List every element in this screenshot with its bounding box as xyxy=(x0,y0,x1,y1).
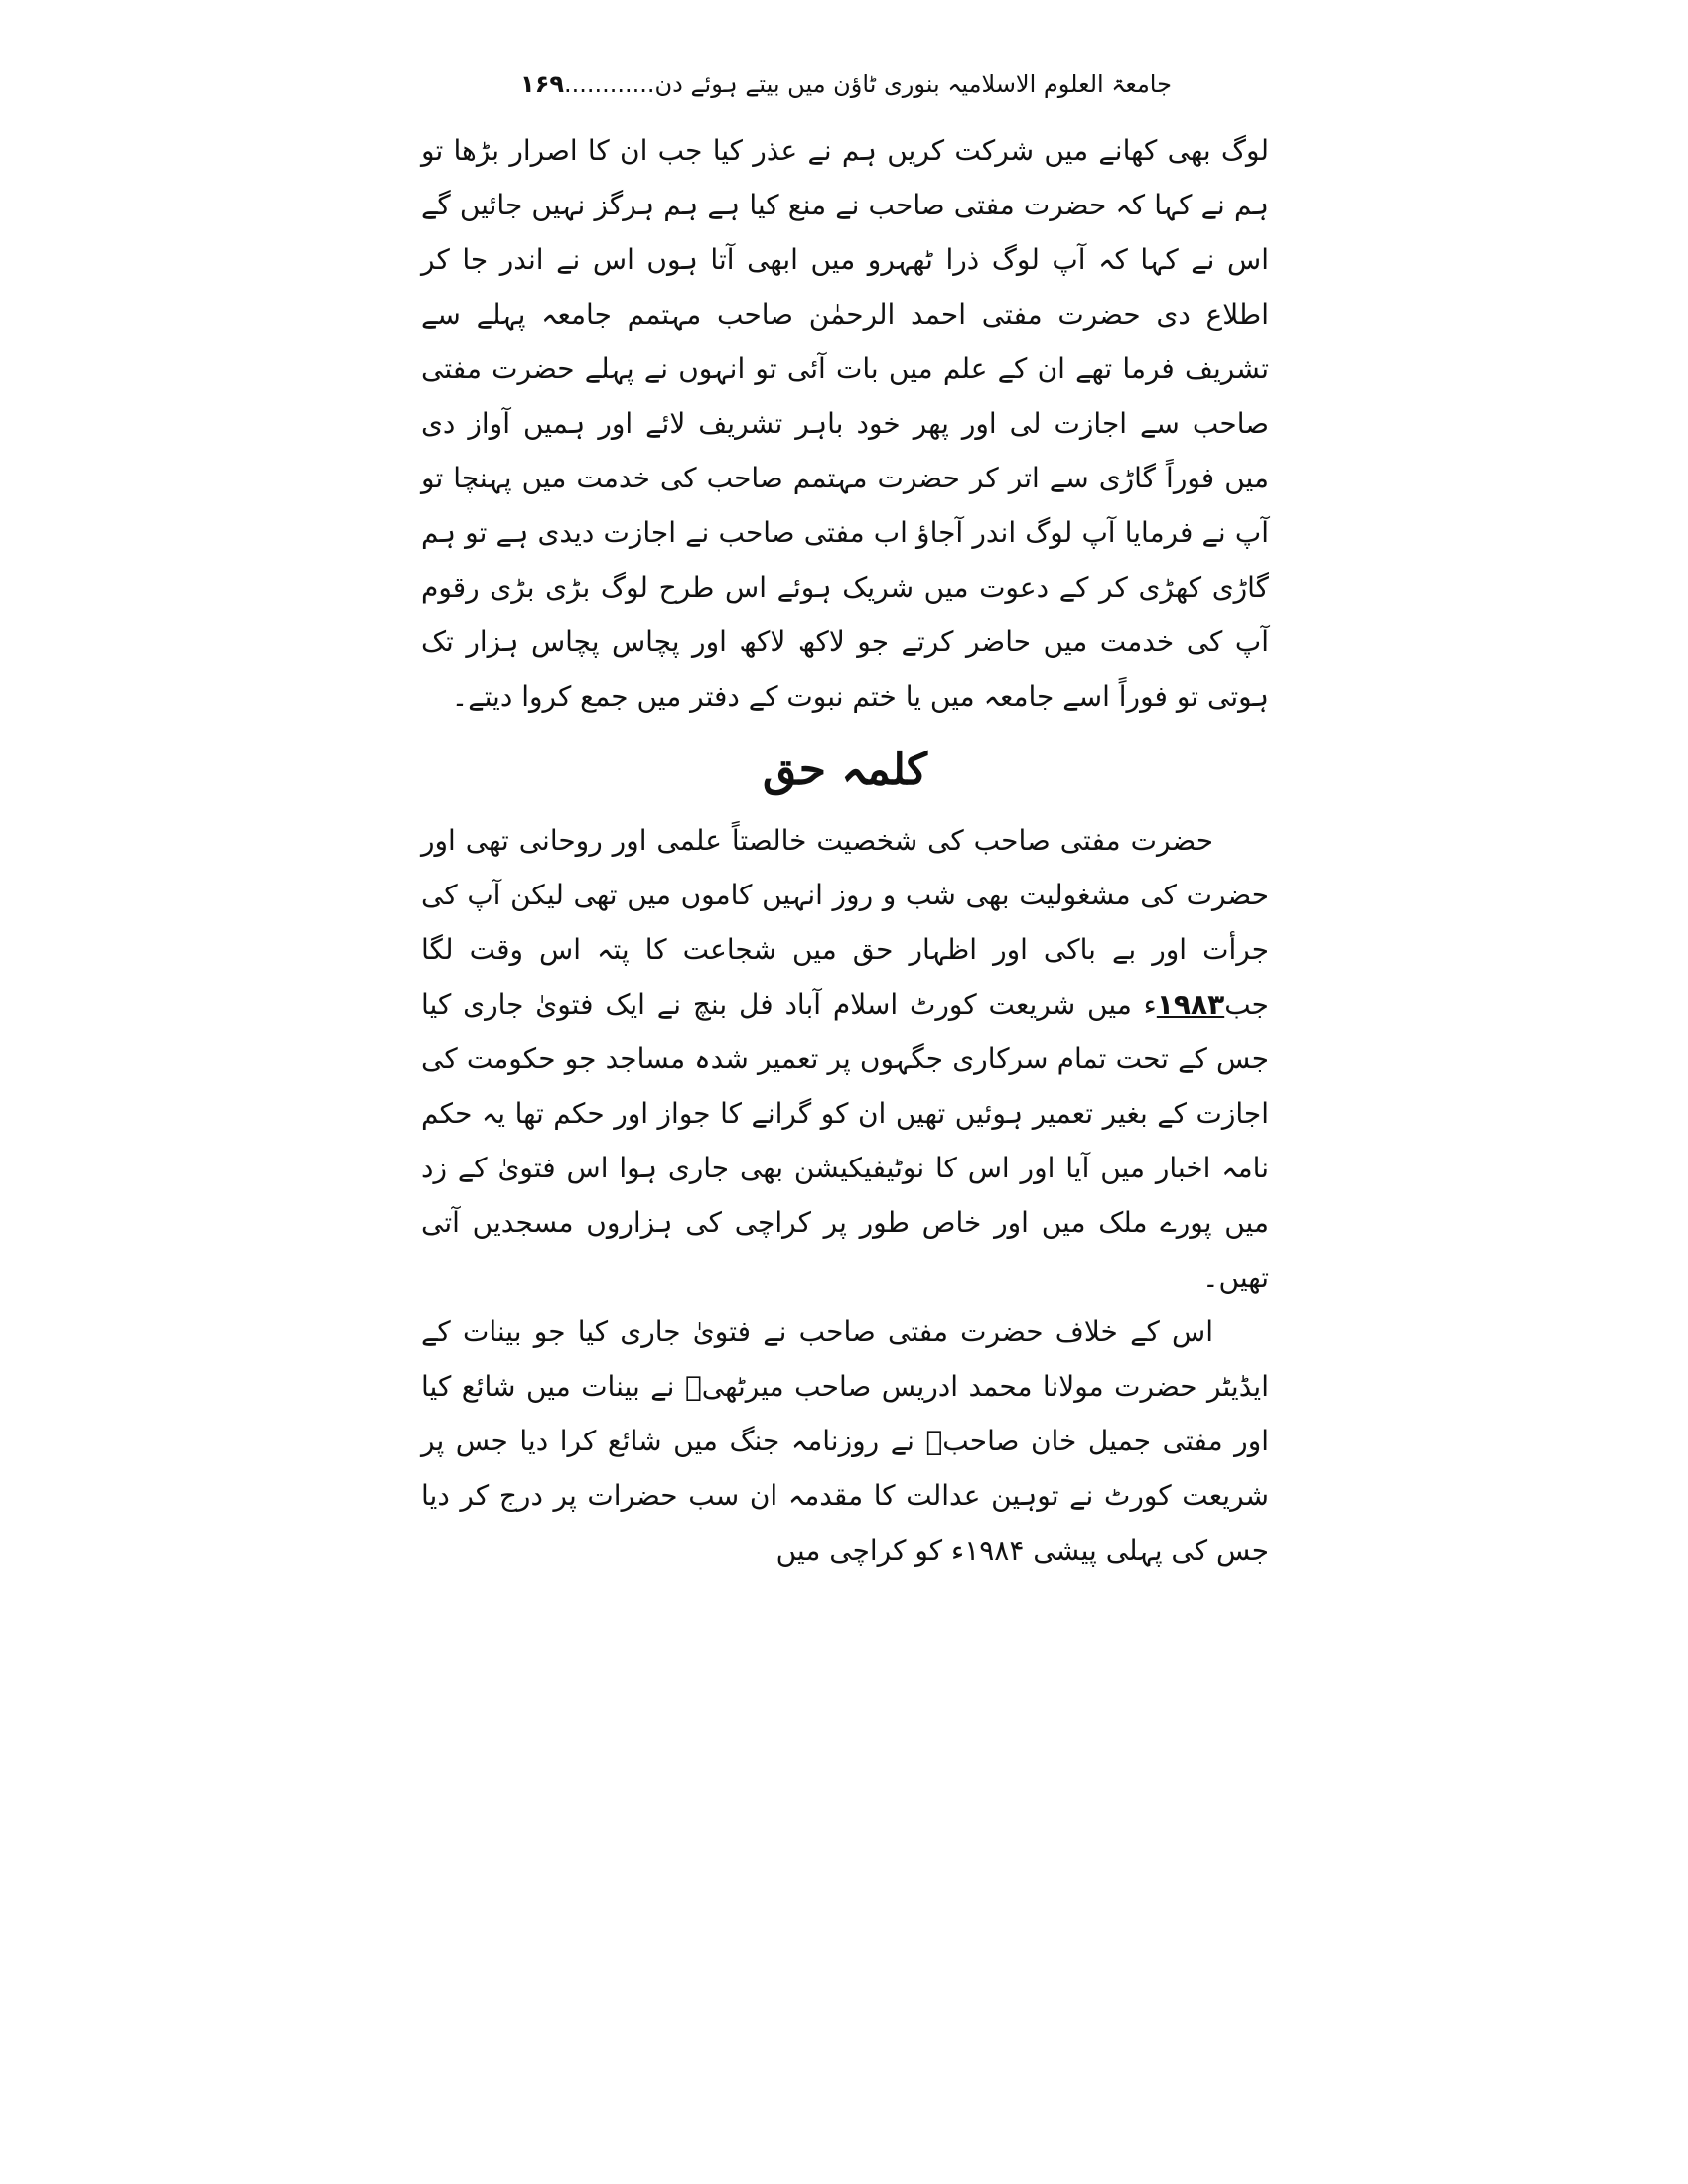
year-1983: ۱۹۸۳ xyxy=(1156,988,1225,1021)
paragraph-2 xyxy=(421,813,1269,1304)
header-title: جامعۃ العلوم الاسلامیہ بنوری ٹاؤن میں بیتے ہوئے دن............ xyxy=(564,70,1172,98)
running-header xyxy=(422,62,1266,107)
body-text xyxy=(421,123,1269,1577)
paragraph-1: لوگ بھی کھانے میں شرکت کریں ہم نے عذر کیا جب ان کا اصرار بڑھا تو ہم نے کہا کہ حضرت مفتی صاحب نے منع کیا ہے ہم ہرگز نہیں جائیں گے اس نے کہا کہ آپ لوگ ذرا ٹھہرو میں ابھی آتا ہوں اس نے اندر جا کر اطلاع دی حضرت مفتی احمد الرحمٰن صاحب مہتمم جامعہ پہلے سے تشریف فرما تھے ان کے علم میں بات آئی تو انہوں نے پہلے حضرت مفتی صاحب سے اجازت لی اور پھر خود باہر تشریف لائے اور ہمیں آواز دی میں فوراً گاڑی سے اتر کر حضرت مہتمم صاحب کی خدمت میں پہنچا تو آپ نے فرمایا آپ لوگ اندر آجاؤ اب مفتی صاحب نے اجازت دیدی ہے تو ہم گاڑی کھڑی کر کے دعوت میں شریک ہوئے اس طرح لوگ بڑی بڑی رقوم آپ کی خدمت میں حاضر کرتے جو لاکھ لاکھ اور پچاس پچاس ہزار تک ہوتی تو فوراً اسے جامعہ میں یا ختم نبوت کے دفتر میں جمع کروا دیتے۔ xyxy=(421,134,1269,713)
paragraph-3: اس کے خلاف حضرت مفتی صاحب نے فتویٰ جاری کیا جو بینات کے ایڈیٹر حضرت مولانا محمد ادریس صاحب میرٹھیؒ نے بینات میں شائع کیا اور مفتی جمیل خان صاحبؒ نے روزنامہ جنگ میں شائع کرا دیا جس پر شریعت کورٹ نے توہین عدالت کا مقدمہ ان سب حضرات پر درج کر دیا جس کی پہلی پیشی ۱۹۸۴ء کو کراچی میں xyxy=(421,1315,1269,1567)
paragraph-2-text-a: حضرت مفتی صاحب کی شخصیت خالصتاً علمی اور روحانی تھی اور حضرت کی مشغولیت بھی شب و روز انہیں کاموں میں تھی لیکن آپ کی جرأت اور بے باکی اور اظہار حق میں شجاعت کا پتہ اس وقت لگا جب xyxy=(421,824,1269,1021)
page-number: ۱۶۹ xyxy=(520,70,564,98)
section-heading: کلمہ حق xyxy=(763,745,927,795)
paragraph-2-text-b: ء میں شریعت کورٹ اسلام آباد فل بنچ نے ایک فتویٰ جاری کیا جس کے تحت تمام سرکاری جگہوں پر تعمیر شدہ مساجد جو حکومت کی اجازت کے بغیر تعمیر ہوئیں تھیں ان کو گرانے کا جواز اور حکم تھا یہ حکم نامہ اخبار میں آیا اور اس کا نوٹیفیکیشن بھی جاری ہوا اس فتویٰ کے زد میں پورے ملک میں اور خاص طور پر کراچی کی ہزاروں مسجدیں آتی تھیں۔ xyxy=(421,988,1269,1294)
